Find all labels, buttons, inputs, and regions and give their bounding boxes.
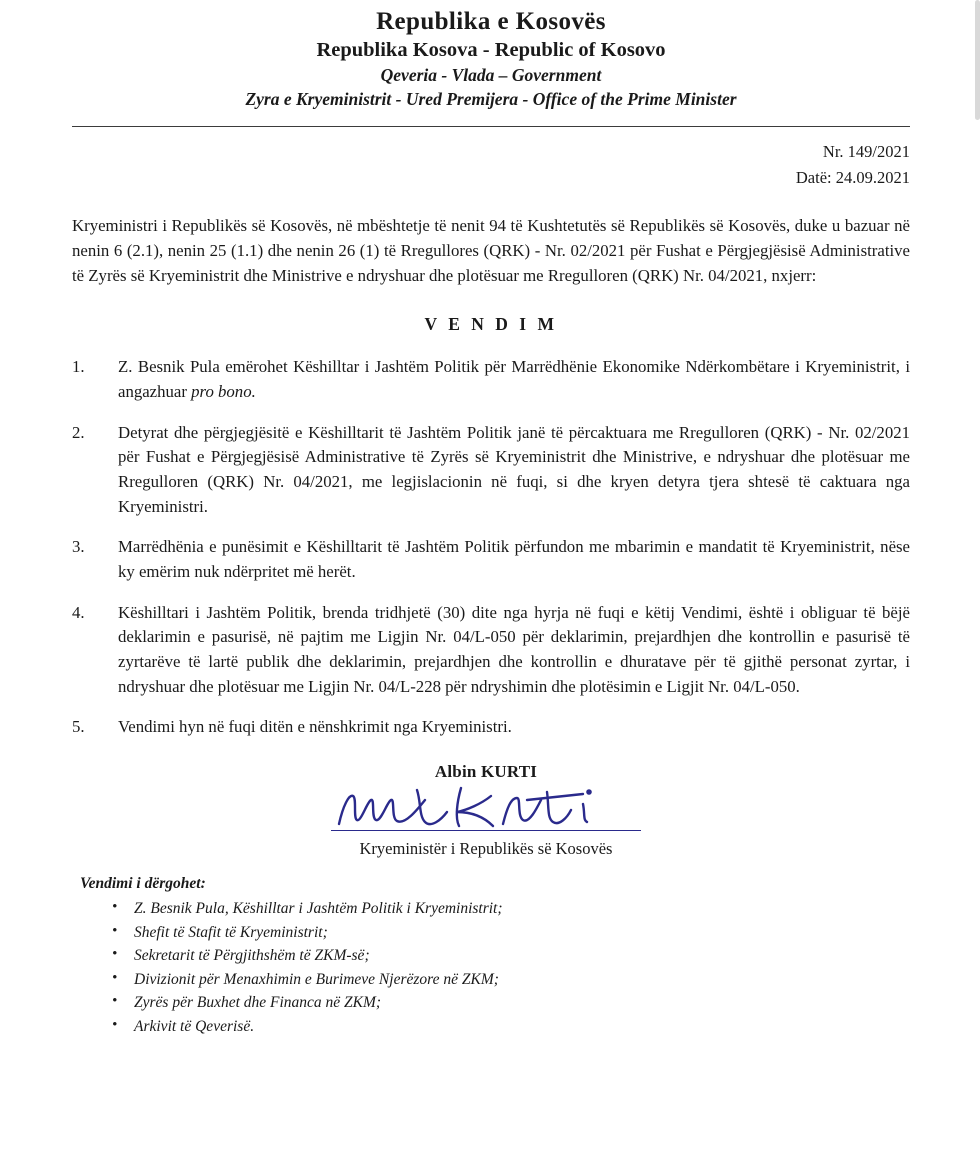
list-item-label: Arkivit të Qeverisë. [134,1017,255,1035]
clause-item [72,535,910,584]
signer-name: Albin KURTI [434,762,538,782]
distribution-list [72,875,910,1038]
document-header [72,0,910,127]
list-item-label: Sekretarit të Përgjithshëm të ZKM-së; [134,947,370,965]
list-item-label: Zyrës për Buxhet dhe Financa në ZKM; [134,994,382,1012]
emblem-strip [72,0,910,6]
signer-role: Kryeministër i Republikës së Kosovës [359,839,613,859]
clause-text-italic: pro bono. [191,381,256,401]
bullet-icon: • [112,969,118,986]
distribution-items [72,897,910,1038]
scrollbar-thumb[interactable] [975,0,980,120]
bullet-icon: • [112,899,118,916]
header-divider [72,126,910,127]
kosovo-emblem-icon [478,0,504,4]
document-number: Nr. 149/2021 [822,142,910,161]
header-subtitle-1: Republika Kosova - Republic of Kosovo [316,39,666,61]
page-title: Republika e Kosovës [376,8,606,35]
clause-item [72,601,910,700]
document-date: Datë: 24.09.2021 [795,167,910,187]
bullet-icon: • [112,922,118,939]
clause-text: Detyrat dhe përgjegjësitë e Këshilltarit të Jashtëm Politik janë të përcaktuara me Rregulloren (QRK) - Nr. 02/2021 për Fushat e Përgjegjësisë Administrative të Zyrës së Kryeministrit dhe Ministrive, e ndryshuar dhe plotësuar me Rregulloren (QRK) Nr. 04/2021, me legjislacionin në fuqi, si dhe kryen detyra tjera shtesë të caktuara nga Kryeministri. [118,422,910,516]
list-item-label: Shefit të Stafit të Kryeministrit; [134,923,328,941]
clause-number: 3. [72,537,85,557]
list-item [112,897,910,921]
list-item-label: Z. Besnik Pula, Këshilltar i Jashtëm Politik i Kryeministrit; [134,900,503,918]
bullet-icon: • [112,993,118,1010]
clause-number: 1. [72,357,85,377]
list-item-label: Divizionit për Menaxhimin e Burimeve Njerëzore në ZKM; [134,970,499,988]
signature-line [331,830,641,831]
clause-list [72,355,910,740]
clause-text: Marrëdhënia e punësimit e Këshilltarit të Jashtëm Politik përfundon me mbarimin e mandatit të Kryeministrit, nëse ky emërim nuk ndërpritet më herët. [118,537,910,581]
clause-item [72,715,910,740]
header-subtitle-2: Qeveria - Vlada – Government [380,65,602,85]
header-subtitle-3: Zyra e Kryeministrit - Ured Premijera - Office of the Prime Minister [245,89,737,109]
clause-item [72,355,910,404]
bullet-icon: • [112,1016,118,1033]
decision-heading: V E N D I M [424,314,558,335]
clause-number: 4. [72,602,85,622]
intro-paragraph: Kryeministri i Republikës së Kosovës, në mbështetje të nenit 94 të Kushtetutës së Republikës së Kosovës, duke u bazuar në nenin 6 (2.1), nenin 25 (1.1) dhe nenin 26 (1) të Rregullores (QRK) - Nr. 02/2021 për Fushat e Përgjegjësisë Administrative të Zyrës së Kryeministrit dhe Ministrive e ndryshuar dhe plotësuar me Rregulloren (QRK) Nr. 04/2021, nxjerr: [72,216,910,285]
list-item [112,1015,910,1039]
distribution-title: Vendimi i dërgohet: [80,875,206,893]
list-item [112,968,910,992]
clause-number: 2. [72,422,85,442]
clause-text [118,355,910,404]
document-meta [72,139,910,190]
signature-icon [321,782,651,836]
clause-text: Vendimi hyn në fuqi ditën e nënshkrimit nga Kryeministri. [118,717,512,737]
clause-text: Këshilltari i Jashtëm Politik, brenda tridhjetë (30) dite nga hyrja në fuqi e këtij Vendimi, është i obliguar të bëjë deklarimin e pasurisë, në pajtim me Ligjin Nr. 04/L-050 për deklarimin, prejardhjen dhe kontrollin e pasurisë të zyrtarëve të lartë publik dhe deklarimin, prejardhjen dhe kontrollin e dhuratave për të gjithë personat zyrtar, i ndryshuar dhe plotësuar me Ligjin Nr. 04/L-228 për ndryshimin dhe plotësimin e Ligjit Nr. 04/L-050. [118,602,910,696]
clause-text-main: Z. Besnik Pula emërohet Këshilltar i Jashtëm Politik për Marrëdhënie Ekonomike Ndërkombëtare i Kryeministrit, i angazhuar [118,357,910,401]
signature-inner [321,762,651,859]
list-item [112,991,910,1015]
bullet-icon: • [112,946,118,963]
clause-item [72,421,910,520]
list-item [112,944,910,968]
clause-number: 5. [72,717,85,737]
signature-block [72,762,910,859]
list-item [112,921,910,945]
